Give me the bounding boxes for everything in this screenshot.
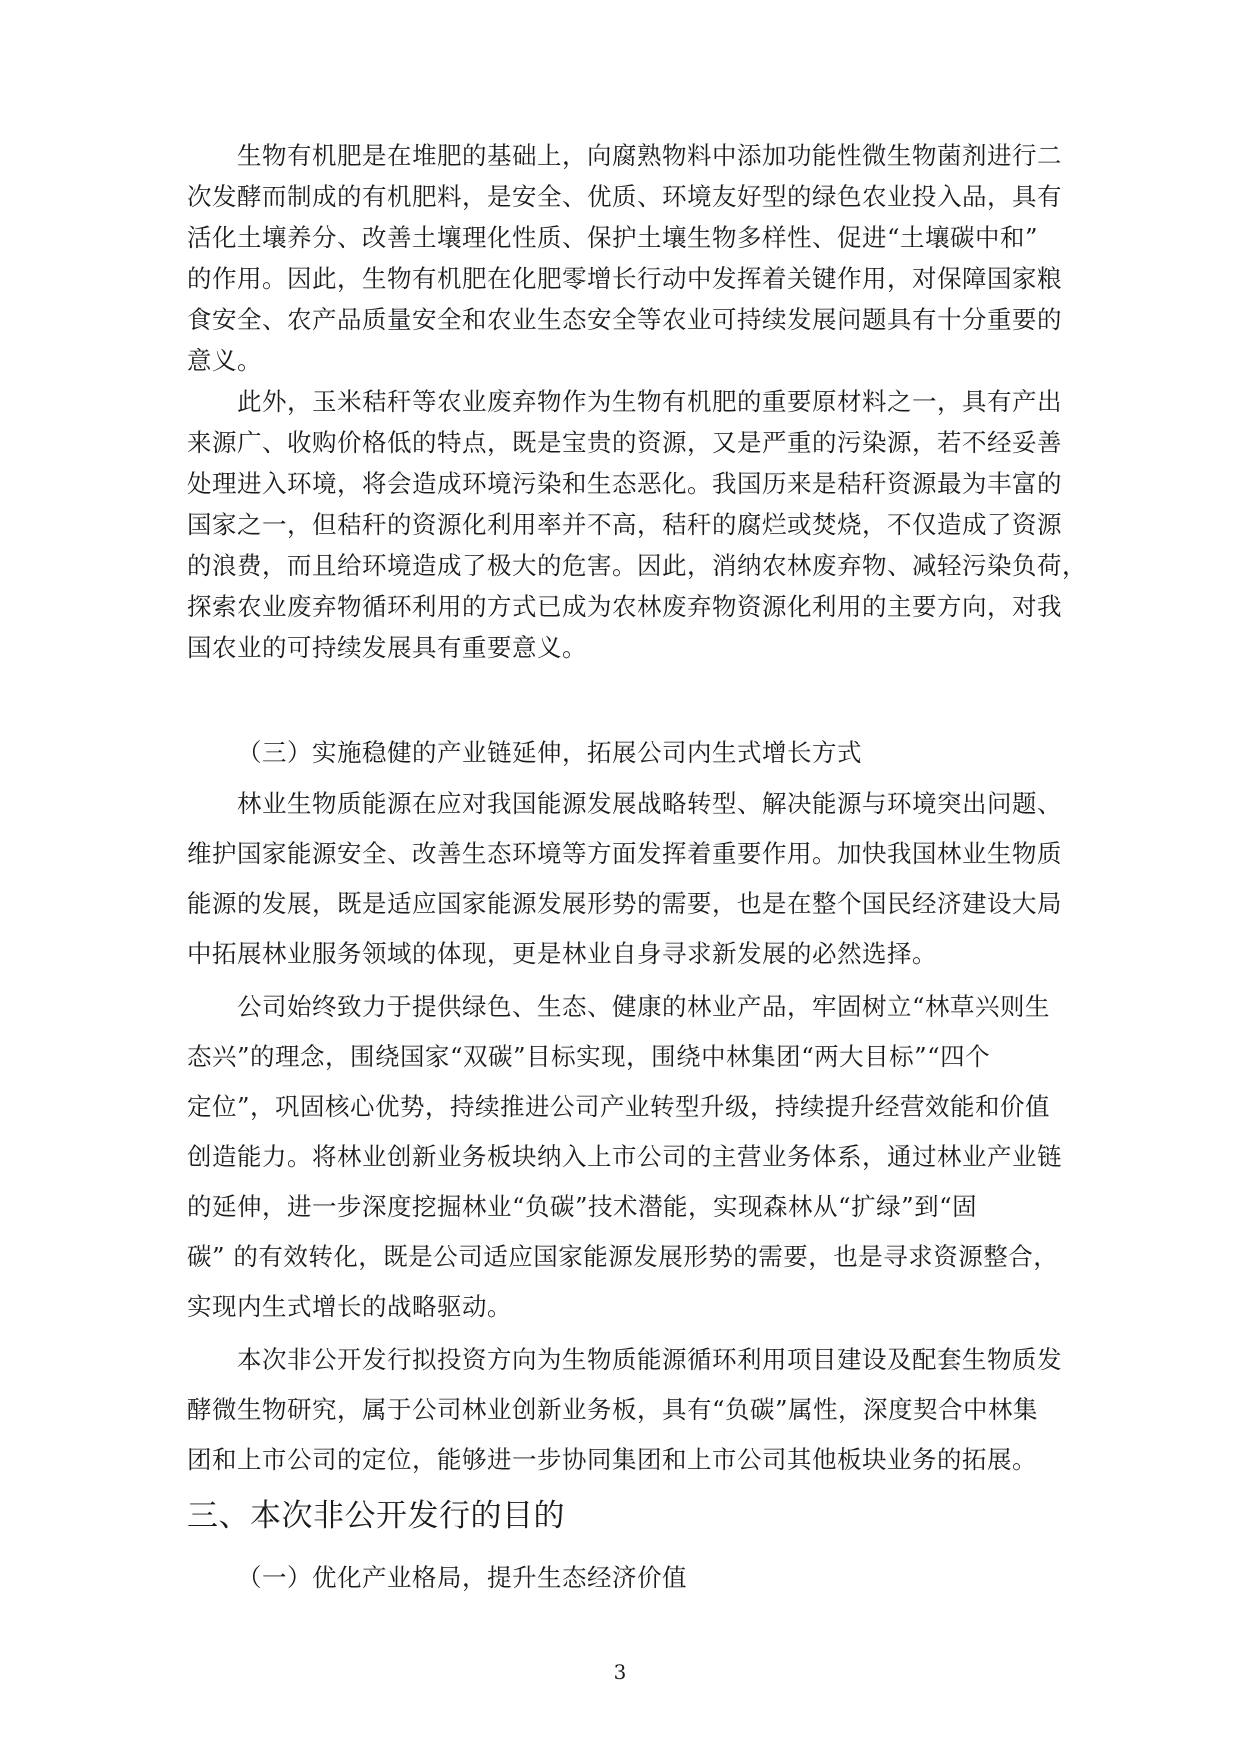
text-line: 次发酵而制成的有机肥料，是安全、优质、环境友好型的绿色农业投入品，具有 [187, 182, 1062, 211]
text-line: 国家之一，但秸秆的资源化利用率并不高，秸秆的腐烂或焚烧，不仅造成了资源 [187, 510, 1062, 539]
text-line: 林业生物质能源在应对我国能源发展战略转型、解决能源与环境突出问题、 [237, 789, 1062, 818]
text-line: 能源的发展，既是适应国家能源发展形势的需要，也是在整个国民经济建设大局 [187, 889, 1062, 918]
text-line: 的作用。因此，生物有机肥在化肥零增长行动中发挥着关键作用，对保障国家粮 [187, 264, 1062, 293]
subsection-heading-1: （一）优化产业格局，提升生态经济价值 [237, 1563, 687, 1592]
text-line: 碳” 的有效转化，既是公司适应国家能源发展形势的需要，也是寻求资源整合， [187, 1242, 1059, 1271]
text-line: 食安全、农产品质量安全和农业生态安全等农业可持续发展问题具有十分重要的 [187, 305, 1062, 334]
text-line: 实现内生式增长的战略驱动。 [187, 1292, 512, 1321]
text-line: 的浪费，而且给环境造成了极大的危害。因此，消纳农林废弃物、减轻污染负荷， [187, 551, 1087, 580]
text-line: 公司始终致力于提供绿色、生态、健康的林业产品，牢固树立“林草兴则生 [237, 992, 1051, 1021]
text-line: 此外，玉米秸秆等农业废弃物作为生物有机肥的重要原材料之一，具有产出 [237, 387, 1062, 416]
text-line: 酵微生物研究，属于公司林业创新业务板，具有“负碳”属性，深度契合中林集 [187, 1395, 1039, 1424]
text-line: 创造能力。将林业创新业务板块纳入上市公司的主营业务体系，通过林业产业链 [187, 1142, 1062, 1171]
text-line: 生物有机肥是在堆肥的基础上，向腐熟物料中添加功能性微生物菌剂进行二 [237, 141, 1062, 170]
text-line: 来源广、收购价格低的特点，既是宝贵的资源，又是严重的污染源，若不经妥善 [187, 428, 1062, 457]
text-line: 团和上市公司的定位，能够进一步协同集团和上市公司其他板块业务的拓展。 [187, 1445, 1037, 1474]
text-line: 维护国家能源安全、改善生态环境等方面发挥着重要作用。加快我国林业生物质 [187, 839, 1062, 868]
text-line: 中拓展林业服务领域的体现，更是林业自身寻求新发展的必然选择。 [187, 939, 937, 968]
section-heading: 三、本次非公开发行的目的 [187, 1498, 565, 1534]
text-line: 态兴”的理念，围绕国家“双碳”目标实现，围绕中林集团“两大目标”“四个 [187, 1042, 991, 1071]
text-line: 探索农业废弃物循环利用的方式已成为农林废弃物资源化利用的主要方向，对我 [187, 592, 1062, 621]
text-line: 处理进入环境，将会造成环境污染和生态恶化。我国历来是秸秆资源最为丰富的 [187, 469, 1062, 498]
page-number: 3 [613, 1660, 627, 1684]
text-line: 活化土壤养分、改善土壤理化性质、保护土壤生物多样性、促进“土壤碳中和” [187, 223, 1039, 252]
text-line: 意义。 [187, 346, 262, 375]
text-line: 国农业的可持续发展具有重要意义。 [187, 633, 587, 662]
text-line: 本次非公开发行拟投资方向为生物质能源循环利用项目建设及配套生物质发 [237, 1345, 1062, 1374]
text-line: （三）实施稳健的产业链延伸，拓展公司内生式增长方式 [237, 738, 862, 767]
text-line: 的延伸，进一步深度挖掘林业“负碳”技术潜能，实现森林从“扩绿”到“固 [187, 1192, 978, 1221]
text-line: 定位”，巩固核心优势，持续推进公司产业转型升级，持续提升经营效能和价值 [187, 1092, 1051, 1121]
